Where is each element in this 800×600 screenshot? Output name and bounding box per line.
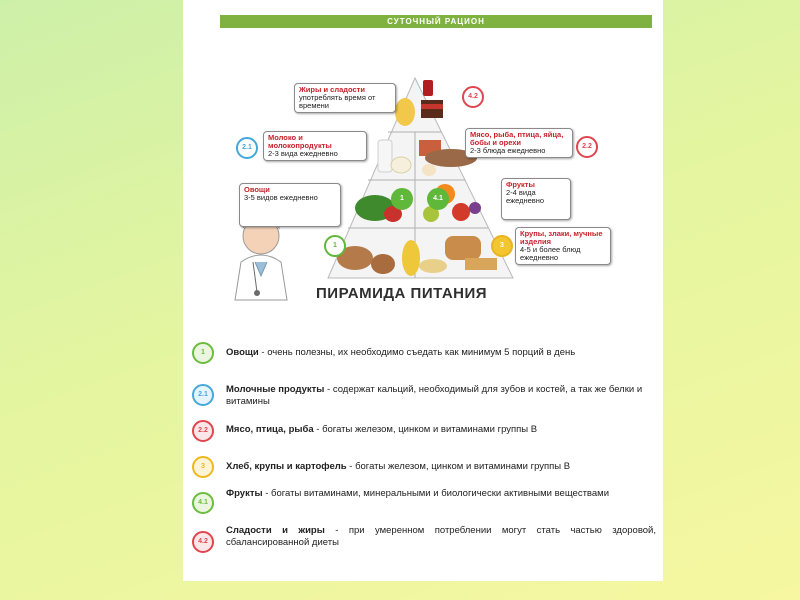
legend-description: - содержат кальций, необходимый для зубов и костей, а так же белки и витамины bbox=[226, 384, 643, 407]
oil-bottle-picture bbox=[395, 98, 415, 126]
legend-badge-meat: 2.2 bbox=[192, 420, 214, 442]
callout-fruits-body: 2-4 вида ежедневно bbox=[506, 188, 545, 205]
callout-fats-title: Жиры и сладости bbox=[299, 85, 365, 94]
callout-fruits-title: Фрукты bbox=[506, 180, 535, 189]
callout-grains-title: Крупы, злаки, мучные изделия bbox=[520, 229, 603, 246]
badge-2-1: 2.1 bbox=[236, 137, 258, 159]
legend-term: Молочные продукты bbox=[226, 384, 325, 395]
content-panel bbox=[183, 0, 663, 581]
wine-glass-picture bbox=[423, 80, 433, 96]
badge-1-top: 1 bbox=[391, 188, 413, 210]
header-title: СУТОЧНЫЙ РАЦИОН bbox=[220, 15, 652, 28]
legend-term: Фрукты bbox=[226, 488, 263, 499]
legend-term: Сладости и жиры bbox=[226, 525, 325, 536]
callout-vegetables-title: Овощи bbox=[244, 185, 270, 194]
badge-4-1: 4.1 bbox=[427, 188, 449, 210]
legend-item-vegetables bbox=[226, 347, 656, 359]
callout-grains-body: 4-5 и более блюд ежедневно bbox=[520, 245, 581, 262]
pasta-picture bbox=[419, 259, 447, 273]
pyramid-title: ПИРАМИДА ПИТАНИЯ bbox=[316, 285, 488, 302]
callout-milk-title: Молоко и молокопродукты bbox=[268, 133, 332, 150]
milk-bottle-picture bbox=[378, 140, 392, 172]
legend-term: Хлеб, крупы и картофель bbox=[226, 461, 347, 472]
cheese-picture bbox=[391, 157, 411, 173]
callout-milk-body: 2-3 вида ежедневно bbox=[268, 149, 338, 158]
legend-description: - богаты железом, цинком и витаминами группы В bbox=[346, 461, 571, 472]
legend-item-meat bbox=[226, 424, 656, 436]
callout-vegetables bbox=[239, 183, 341, 227]
badge-1-bottom: 1 bbox=[324, 235, 346, 257]
legend-item-grains bbox=[226, 461, 656, 473]
callout-meat-title: Мясо, рыба, птица, яйца, бобы и орехи bbox=[470, 130, 564, 147]
corn-picture bbox=[402, 240, 420, 276]
grape-picture bbox=[469, 202, 481, 214]
callout-milk bbox=[263, 131, 367, 161]
legend-item-fruits bbox=[226, 488, 656, 500]
legend-term: Мясо, птица, рыба bbox=[226, 424, 314, 435]
callout-meat-body: 2-3 блюда ежедневно bbox=[470, 146, 546, 155]
badge-2-2: 2.2 bbox=[576, 136, 598, 158]
potato-picture bbox=[371, 254, 395, 274]
legend-description: - при умеренном потреблении могут стать частью здоровой, сбалансированной диеты bbox=[226, 525, 656, 548]
legend-badge-dairy: 2.1 bbox=[192, 384, 214, 406]
bread-picture bbox=[445, 236, 481, 260]
badge-3: 3 bbox=[491, 235, 513, 257]
legend-badge-fruits: 4.1 bbox=[192, 492, 214, 514]
callout-fats bbox=[294, 83, 396, 113]
crackers-picture bbox=[465, 258, 497, 270]
callout-vegetables-body: 3-5 видов ежедневно bbox=[244, 193, 318, 202]
legend-term: Овощи bbox=[226, 347, 259, 358]
legend-item-sweets bbox=[226, 525, 656, 549]
legend-description: - богаты железом, цинком и витаминами группы В bbox=[313, 424, 538, 435]
chocolate-wrapper-picture bbox=[421, 104, 443, 109]
legend-description: - богаты витаминами, минеральными и биологически активными веществами bbox=[262, 488, 609, 499]
legend-item-dairy bbox=[226, 384, 656, 408]
badge-4-2: 4.2 bbox=[462, 86, 484, 108]
food-pyramid bbox=[183, 0, 663, 310]
apple-picture bbox=[452, 203, 470, 221]
callout-fats-body: употреблять время от времени bbox=[299, 93, 376, 110]
callout-meat bbox=[465, 128, 573, 158]
legend-badge-sweets: 4.2 bbox=[192, 531, 214, 553]
eggs-picture bbox=[422, 164, 436, 176]
legend-badge-grains: 3 bbox=[192, 456, 214, 478]
legend-badge-vegetables: 1 bbox=[192, 342, 214, 364]
legend-description: - очень полезны, их необходимо съедать как минимум 5 порций в день bbox=[258, 347, 576, 358]
callout-grains bbox=[515, 227, 611, 265]
callout-fruits bbox=[501, 178, 571, 220]
